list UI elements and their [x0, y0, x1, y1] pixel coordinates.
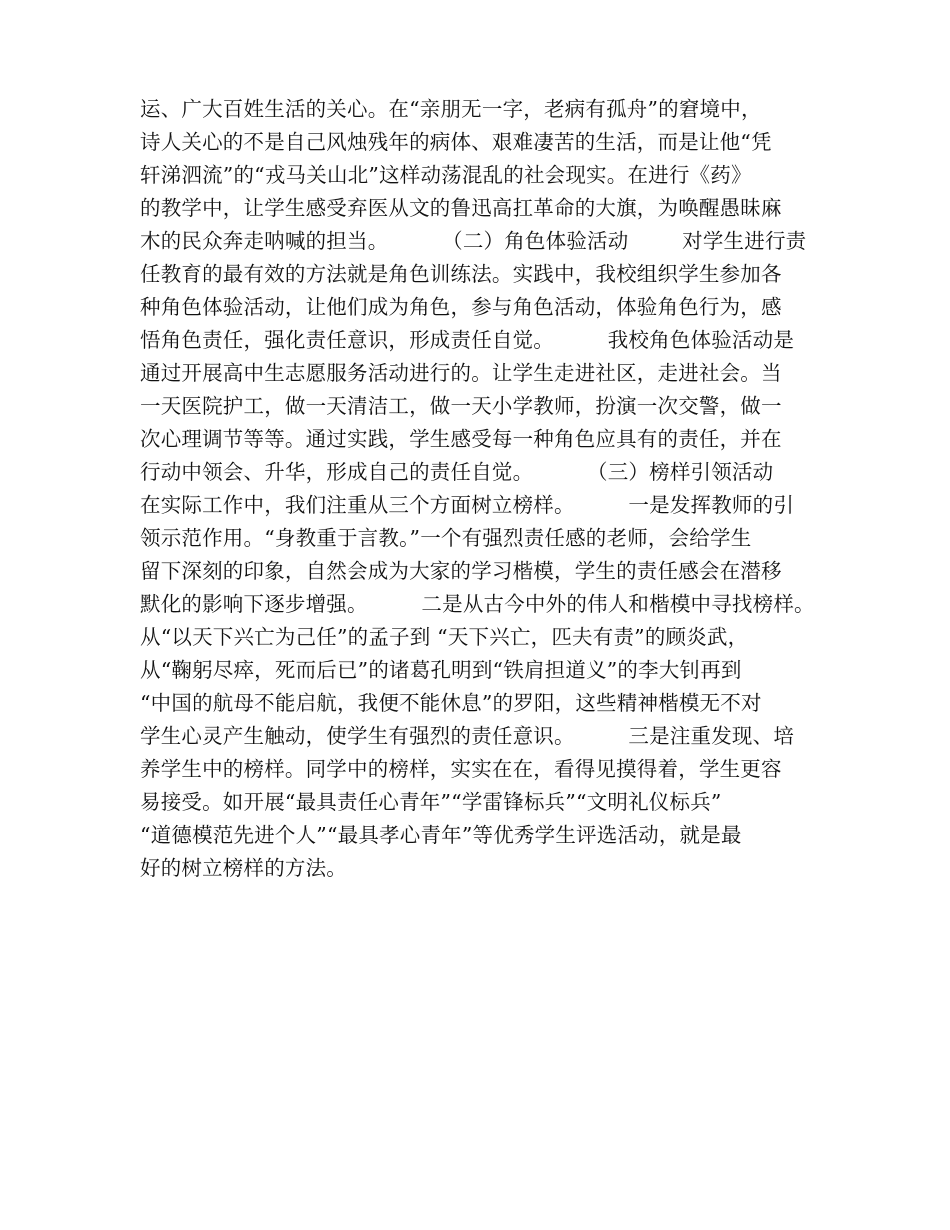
text-line: 领示范作用。“身教重于言教。”一个有强烈责任感的老师，会给学生 — [140, 526, 752, 550]
text-line: 从“鞠躬尽瘁，死而后已”的诸葛孔明到“铁肩担道义”的李大钊再到 — [140, 658, 742, 682]
text-line: 诗人关心的不是自己风烛残年的病体、艰难凄苦的生活，而是让他“凭 — [140, 130, 772, 154]
text-line: 种角色体验活动，让他们成为角色，参与角色活动，体验角色行为，感 — [140, 295, 782, 319]
text-line: 的教学中，让学生感受弃医从文的鲁迅高扛革命的大旗，为唤醒愚昧麻 — [140, 196, 782, 220]
text-line: 易接受。如开展“最具责任心青年”“学雷锋标兵”“文明礼仪标兵” — [140, 790, 722, 814]
text-line: 好的树立榜样的方法。 — [140, 856, 347, 880]
text-line: “中国的航母不能启航，我便不能休息”的罗阳，这些精神楷模无不对 — [140, 691, 762, 715]
text-line: 运、广大百姓生活的关心。在“亲朋无一字，老病有孤舟”的窘境中， — [140, 97, 762, 121]
text-line: 默化的影响下逐步增强。 二是从古今中外的伟人和楷模中寻找榜样。 — [140, 592, 815, 616]
text-line: 次心理调节等等。通过实践，学生感受每一种角色应具有的责任，并在 — [140, 427, 782, 451]
text-line: 从“以天下兴亡为己任”的孟子到 “天下兴亡，匹夫有责”的顾炎武， — [140, 625, 749, 649]
text-line: 养学生中的榜样。同学中的榜样，实实在在，看得见摸得着，学生更容 — [140, 757, 782, 781]
text-line: 木的民众奔走呐喊的担当。 （二）角色体验活动 对学生进行责 — [140, 229, 807, 253]
text-line: 在实际工作中，我们注重从三个方面树立榜样。 一是发挥教师的引 — [140, 493, 795, 517]
text-line: 通过开展高中生志愿服务活动进行的。让学生走进社区，走进社会。当 — [140, 361, 782, 385]
text-line: “道德模范先进个人”“最具孝心青年”等优秀学生评选活动，就是最 — [140, 823, 742, 847]
text-line: 一天医院护工，做一天清洁工，做一天小学教师，扮演一次交警，做一 — [140, 394, 782, 418]
text-line: 悟角色责任，强化责任意识，形成责任自觉。 我校角色体验活动是 — [140, 328, 795, 352]
text-line: 留下深刻的印象，自然会成为大家的学习楷模，学生的责任感会在潜移 — [140, 559, 782, 583]
text-line: 行动中领会、升华，形成自己的责任自觉。 （三）榜样引领活动 — [140, 460, 774, 484]
text-line: 学生心灵产生触动，使学生有强烈的责任意识。 三是注重发现、培 — [140, 724, 795, 748]
text-line: 任教育的最有效的方法就是角色训练法。实践中，我校组织学生参加各 — [140, 262, 782, 286]
text-line: 轩涕泗流”的“戎马关山北”这样动荡混乱的社会现实。在进行《药》 — [140, 163, 752, 187]
